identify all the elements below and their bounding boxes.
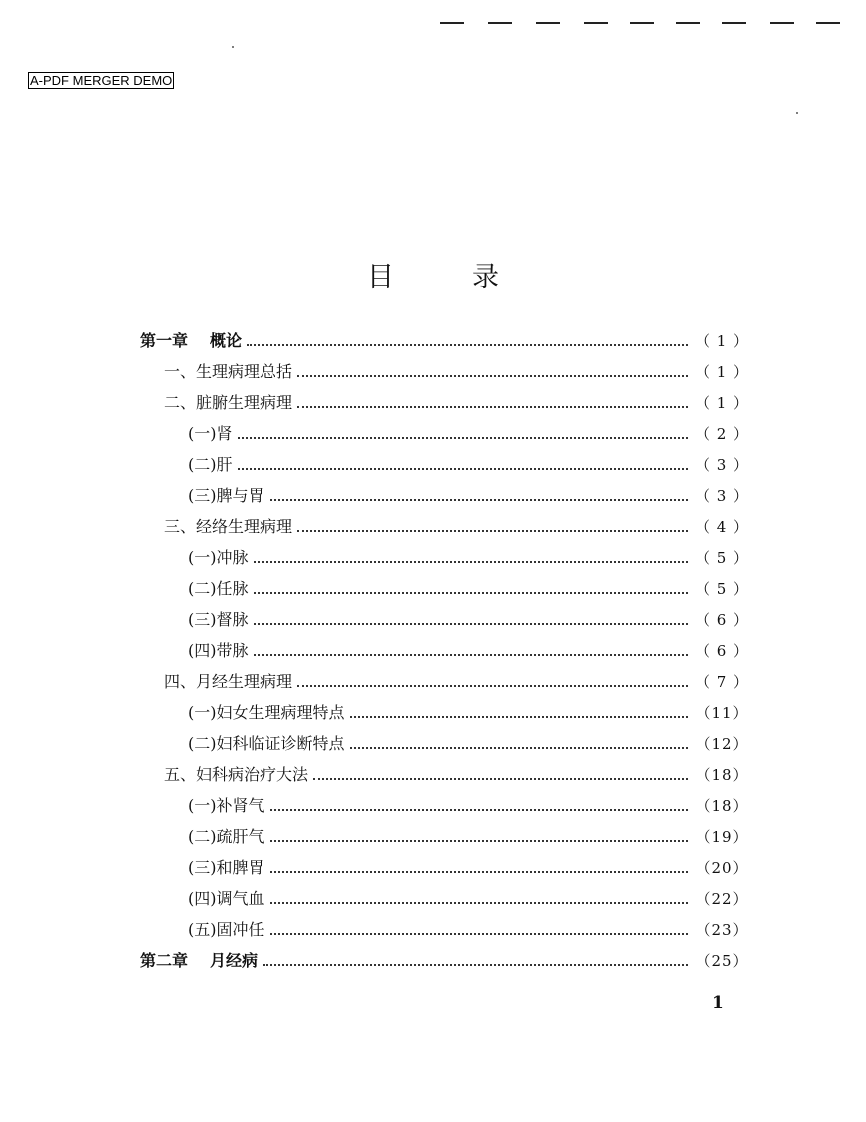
toc-dot-leader — [270, 871, 689, 873]
toc-entry-label — [188, 637, 250, 665]
toc-entry[interactable] — [140, 327, 752, 355]
toc-entry-title: (一)补肾气 — [188, 796, 265, 815]
toc-entry[interactable] — [188, 606, 752, 634]
toc-dot-leader — [297, 530, 688, 532]
toc-entry-title: 四、月经生理病理 — [164, 672, 293, 691]
toc-entry[interactable] — [188, 420, 752, 448]
toc-entry-title: (四)带脉 — [188, 641, 249, 660]
toc-entry[interactable] — [188, 699, 752, 727]
toc-entry-title: 三、经络生理病理 — [164, 517, 293, 536]
title-char-2: 录 — [472, 262, 499, 293]
toc-dot-leader — [254, 592, 689, 594]
dash-mark — [770, 22, 794, 24]
toc-entry-label — [164, 668, 293, 696]
toc-page-ref: （ 5 ） — [694, 549, 750, 567]
toc-page-ref: （ 6 ） — [694, 611, 750, 629]
toc-dot-leader — [270, 499, 689, 501]
toc-page-ref: （12） — [695, 735, 749, 753]
toc-entry[interactable] — [188, 792, 752, 820]
toc-page-ref: （22） — [695, 890, 749, 908]
scan-speck — [232, 46, 234, 48]
toc-entry[interactable] — [188, 575, 752, 603]
toc-entry[interactable] — [164, 389, 752, 417]
scan-speck — [796, 112, 798, 114]
toc-page-ref: （ 3 ） — [694, 456, 750, 474]
toc-entry-title: (一)妇女生理病理特点 — [188, 703, 345, 722]
toc-page-ref: （25） — [695, 952, 749, 970]
toc-entry-title: (五)固冲任 — [188, 920, 265, 939]
toc-chapter-number: 第二章 — [140, 951, 189, 970]
toc-dot-leader — [350, 747, 689, 749]
toc-entry-label — [188, 420, 234, 448]
toc-entry-label — [188, 606, 250, 634]
toc-entry-title: (三)督脉 — [188, 610, 249, 629]
toc-entry-title: (一)肾 — [188, 424, 233, 443]
page-title — [0, 255, 866, 294]
watermark-label: A-PDF MERGER DEMO — [30, 73, 173, 88]
toc-entry-label — [188, 885, 266, 913]
toc-dot-leader — [270, 933, 689, 935]
toc-page-ref: （19） — [695, 828, 749, 846]
toc-entry-title: (四)调气血 — [188, 889, 265, 908]
toc-dot-leader — [313, 778, 688, 780]
toc-dot-leader — [254, 654, 689, 656]
toc-page-ref: （20） — [695, 859, 749, 877]
toc-entry-title: (二)肝 — [188, 455, 233, 474]
toc-entry-label — [188, 544, 250, 572]
toc-entry[interactable] — [188, 823, 752, 851]
toc-dot-leader — [297, 406, 688, 408]
toc-entry[interactable] — [188, 885, 752, 913]
toc-entry-label — [188, 854, 266, 882]
toc-dot-leader — [254, 623, 689, 625]
toc-dot-leader — [238, 468, 689, 470]
toc-entry[interactable] — [188, 730, 752, 758]
toc-entry-title: 五、妇科病治疗大法 — [164, 765, 309, 784]
toc-dot-leader — [297, 375, 688, 377]
toc-entry-label — [188, 916, 266, 944]
toc-entry-title: 月经病 — [210, 951, 259, 970]
toc-entry-title: (三)和脾胃 — [188, 858, 265, 877]
toc-entry[interactable] — [164, 513, 752, 541]
toc-entry[interactable] — [164, 761, 752, 789]
toc-entry-label — [188, 451, 234, 479]
toc-page-ref: （18） — [695, 766, 749, 784]
toc-dot-leader — [350, 716, 689, 718]
toc-page-ref: （ 1 ） — [694, 363, 750, 381]
dash-mark — [440, 22, 464, 24]
toc-entry-title: (一)冲脉 — [188, 548, 249, 567]
toc-page-ref: （ 3 ） — [694, 487, 750, 505]
dash-mark — [584, 22, 608, 24]
toc-page-ref: （23） — [695, 921, 749, 939]
toc-dot-leader — [247, 344, 688, 346]
toc-entry[interactable] — [188, 482, 752, 510]
toc-entry[interactable] — [188, 637, 752, 665]
title-char-1: 目 — [367, 262, 394, 293]
toc-dot-leader — [263, 964, 688, 966]
toc-dot-leader — [270, 840, 689, 842]
toc-entry-title: 一、生理病理总括 — [164, 362, 293, 381]
toc-page-ref: （11） — [695, 704, 749, 722]
dash-mark — [722, 22, 746, 24]
toc-entry-label — [188, 823, 266, 851]
toc-page-ref: （ 7 ） — [694, 673, 750, 691]
dash-mark — [488, 22, 512, 24]
toc-entry-title: 概论 — [210, 331, 243, 350]
toc-entry-title: (二)妇科临证诊断特点 — [188, 734, 345, 753]
toc-entry[interactable] — [188, 916, 752, 944]
toc-entry-label — [140, 327, 243, 355]
toc-entry[interactable] — [188, 854, 752, 882]
toc-entry-label — [140, 947, 259, 975]
toc-page-ref: （ 1 ） — [694, 394, 750, 412]
toc-page-ref: （ 2 ） — [694, 425, 750, 443]
scan-dash-marks — [440, 22, 860, 30]
toc-page-ref: （ 4 ） — [694, 518, 750, 536]
toc-entry-label — [188, 730, 346, 758]
toc-entry-label — [164, 513, 293, 541]
dash-mark — [536, 22, 560, 24]
toc-page-ref: （ 1 ） — [694, 332, 750, 350]
dash-mark — [816, 22, 840, 24]
toc-entry-title: 二、脏腑生理病理 — [164, 393, 293, 412]
toc-page-ref: （ 6 ） — [694, 642, 750, 660]
page-number: 1 — [712, 993, 724, 1013]
toc-entry-label — [164, 389, 293, 417]
toc-entry[interactable] — [188, 544, 752, 572]
toc-page-ref: （18） — [695, 797, 749, 815]
toc-page-ref: （ 5 ） — [694, 580, 750, 598]
dash-mark — [630, 22, 654, 24]
toc-entry-title: (二)疏肝气 — [188, 827, 265, 846]
toc-entry-label — [164, 358, 293, 386]
toc-entry-label — [188, 482, 266, 510]
toc-dot-leader — [270, 809, 689, 811]
toc-entry[interactable] — [164, 358, 752, 386]
toc-chapter-number: 第一章 — [140, 331, 189, 350]
toc-entry-title: (三)脾与胃 — [188, 486, 265, 505]
toc-dot-leader — [270, 902, 689, 904]
toc-entry[interactable] — [164, 668, 752, 696]
toc-dot-leader — [238, 437, 689, 439]
toc-entry-label — [188, 699, 346, 727]
toc-entry-title: (二)任脉 — [188, 579, 249, 598]
toc-entry-label — [164, 761, 309, 789]
toc-entry[interactable] — [140, 947, 752, 975]
toc-entry-label — [188, 575, 250, 603]
toc-dot-leader — [297, 685, 688, 687]
toc-entry-label — [188, 792, 266, 820]
dash-mark — [676, 22, 700, 24]
toc-entry[interactable] — [188, 451, 752, 479]
toc-dot-leader — [254, 561, 689, 563]
